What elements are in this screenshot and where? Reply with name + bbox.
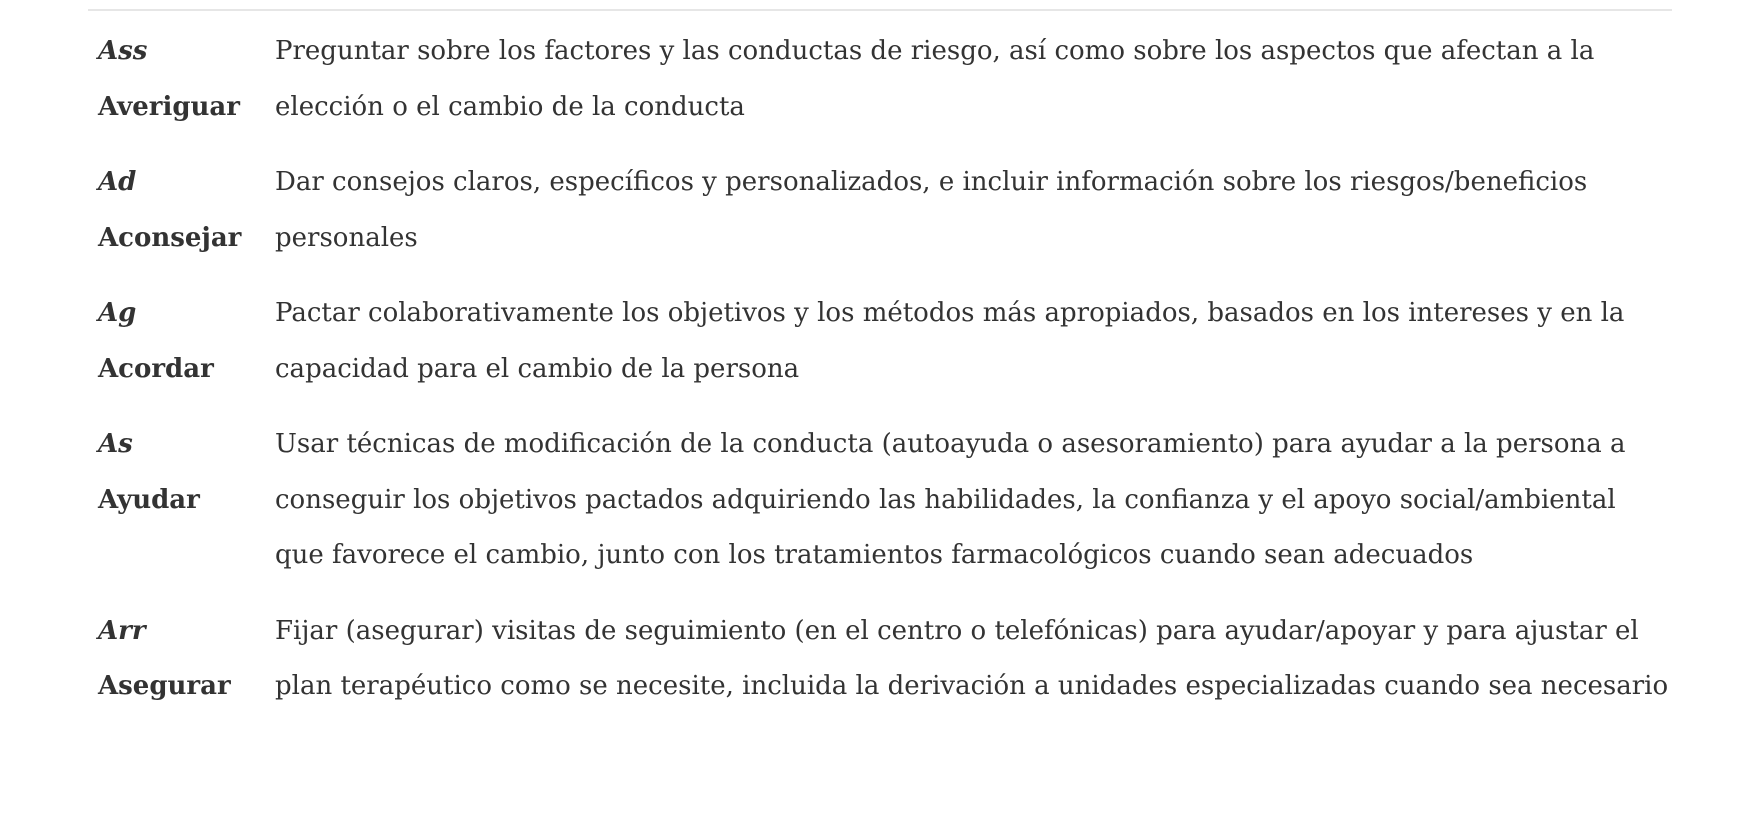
- row-spacer: [88, 135, 1672, 155]
- table-row: [88, 604, 1672, 715]
- table-row: [88, 24, 1672, 135]
- row-description: Preguntar sobre los factores y las conductas de riesgo, así como sobre los aspectos que afectan a la elección o el cambio de la conducta: [275, 36, 1595, 122]
- row-abbreviation: Ass: [98, 36, 148, 66]
- row-term: Ayudar: [98, 484, 200, 515]
- row-key-cell: [88, 286, 275, 397]
- table-row: [88, 155, 1672, 266]
- row-term: Asegurar: [98, 671, 231, 701]
- row-abbreviation: Ag: [98, 298, 137, 328]
- row-description: Dar consejos claros, específicos y personalizados, e incluir información sobre los riesgos/beneficios personales: [275, 167, 1588, 253]
- row-abbreviation: Ad: [98, 167, 137, 197]
- table-row: [88, 286, 1672, 397]
- table-row: [88, 417, 1672, 584]
- row-key-cell: [88, 604, 275, 715]
- table-top-rule: [88, 9, 1672, 11]
- row-description: Usar técnicas de modificación de la conducta (autoayuda o asesoramiento) para ayudar a la persona a conseguir los objetivos pactados adquiriendo las habilidades, la confianza y el apoyo social/ambiental que favorece el cambio, junto con los tratamientos farmacológicos cuando sean adecuados: [275, 429, 1626, 570]
- row-spacer: [88, 266, 1672, 286]
- row-term: Aconsejar: [98, 222, 242, 253]
- row-spacer: [88, 397, 1672, 417]
- row-abbreviation: As: [98, 429, 133, 459]
- row-key-cell: [88, 24, 275, 135]
- row-abbreviation: Arr: [98, 615, 146, 646]
- row-key-cell: [88, 417, 275, 584]
- row-description: Fijar (asegurar) visitas de seguimiento (en el centro o telefónicas) para ayudar/apoyar y para ajustar el plan terapéutico como se necesite, incluida la derivación a unidades especializadas cuando sea necesario: [275, 615, 1669, 701]
- five-a-table: [88, 24, 1672, 715]
- row-key-cell: [88, 155, 275, 266]
- row-spacer: [88, 584, 1672, 604]
- row-term: Averiguar: [98, 91, 240, 122]
- row-term: Acordar: [98, 353, 214, 384]
- row-description: Pactar colaborativamente los objetivos y los métodos más apropiados, basados en los intereses y en la capacidad para el cambio de la persona: [275, 298, 1625, 384]
